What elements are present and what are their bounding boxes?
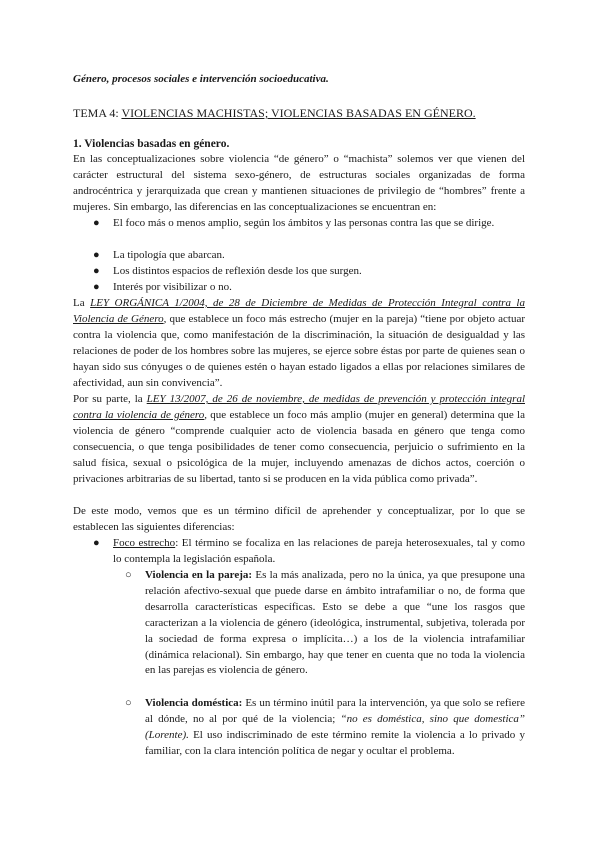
law-1-pre: La [73, 297, 91, 309]
sub-item-text-2: El uso indiscriminado de este término remite la violencia a lo privado y familiar, con la clara intención política de negar y ocultar el problema. [145, 728, 525, 757]
topic-prefix: TEMA 4: [73, 106, 122, 120]
section-heading: 1. Violencias basadas en género. [73, 138, 230, 150]
sub-list-item [125, 696, 525, 760]
circle-bullet-icon: ○ [125, 697, 132, 709]
list-item-text: La tipología que abarcan. [113, 249, 225, 261]
bullet-icon: ● [93, 249, 100, 261]
circle-bullet-icon: ○ [125, 569, 132, 581]
sub-item-label: Violencia en la pareja: [145, 569, 253, 581]
law-2-pre: Por su parte, la [73, 393, 147, 405]
sub-list-item [125, 568, 526, 679]
sub-item-text: Es la más analizada, pero no la única, ya que presupone una relación afectivo-sexual que puede darse en ámbito intrafamiliar o no, de forma que desarrolla características específicas. Esto se debe a que “une los rasgos que caracterizan a la violencia de género (ideológica, instrumental, subjetiva, tolerada por la sociedad de forma expresa o implícita…) a los de la violencia intrafamiliar (dinámica relacional). Sin embargo, hay que tener en cuenta que no toda la violencia en las parejas es violencia de género. [145, 569, 526, 677]
bullet-icon: ● [93, 265, 100, 277]
list-item-text: Los distintos espacios de reflexión desde los que surgen. [113, 265, 362, 277]
focus-label: Foco estrecho [113, 537, 176, 549]
list-item [93, 536, 525, 568]
bullet-icon: ● [93, 537, 100, 549]
law-2-text: , que establece un foco más amplio (mujer en general) determina que la violencia de género “comprende cualquier acto de violencia basada en género que tenga como consecuencia, o que tenga posibilidades de tener como consecuencia, perjuicio o sufrimiento en la salud física, sexual o psicológica de la mujer, incluyendo amenazas de dichos actos, coerción o privaciones arbitrarias de su libertad, tanto si se producen en la vida pública como privada”. [73, 408, 525, 485]
law-paragraph-2 [73, 392, 525, 487]
law-paragraph-1 [73, 296, 525, 391]
differences-paragraph: De este modo, vemos que es un término difícil de aprehender y conceptualizar, por lo que se establecen las siguientes diferencias: [73, 505, 525, 533]
law-1-title: LEY ORGÁNICA 1/2004, de 28 de Diciembre de Medidas de Protección Integral contra la Violencia de Género [73, 297, 525, 325]
list-item-text: Interés por visibilizar o no. [113, 281, 232, 293]
sub-item-label: Violencia doméstica: [145, 697, 243, 709]
sub-item-text: Es un término inútil para la intervención, ya que solo se refiere al dónde, no al por qué de la violencia; [145, 697, 525, 725]
document-title: Género, procesos sociales e intervención socioeducativa. [73, 73, 329, 85]
law-2-title: LEY 13/2007, de 26 de noviembre, de medidas de prevención y protección integral contra la violencia de género [73, 393, 525, 421]
sub-item-quote: “no es doméstica, sino que domestica” (Lorente). [145, 712, 525, 741]
focus-text: : El término se focaliza en las relaciones de pareja heterosexuales, tal y como lo contempla la legislación española. [113, 537, 525, 565]
bullet-icon: ● [93, 217, 100, 229]
topic-title: VIOLENCIAS MACHISTAS; VIOLENCIAS BASADAS EN GÉNERO. [121, 106, 476, 120]
list-item [93, 264, 525, 280]
list-item [93, 280, 525, 296]
intro-paragraph: En las conceptualizaciones sobre violencia “de género” o “machista” solemos ver que vienen del carácter estructural del sistema sexo-género, de estructuras sociales organizadas de forma androcéntrica y jerarquizada que crean y mantienen situaciones de privilegio de “hombres” frente a mujeres. Sin embargo, las diferencias en las conceptualizaciones se encuentran en: [73, 153, 525, 213]
law-1-text: , que establece un foco más estrecho (mujer en la pareja) “tiene por objeto actuar contra la violencia que, como manifestación de la discriminación, la situación de desigualdad y las relaciones de poder de los hombres sobre las mujeres, se ejerce sobre éstas por parte de quienes sean o hayan sido sus cónyuges o de quienes estén o hayan estado ligados a ellas por relaciones similares de afectividad, aun sin convivencia”. [73, 312, 525, 389]
list-item [93, 216, 525, 232]
bullet-icon: ● [93, 281, 100, 293]
list-item [93, 248, 525, 264]
list-item-text: El foco más o menos amplio, según los ámbitos y las personas contra las que se dirige. [113, 217, 495, 229]
topic-heading [73, 106, 476, 121]
